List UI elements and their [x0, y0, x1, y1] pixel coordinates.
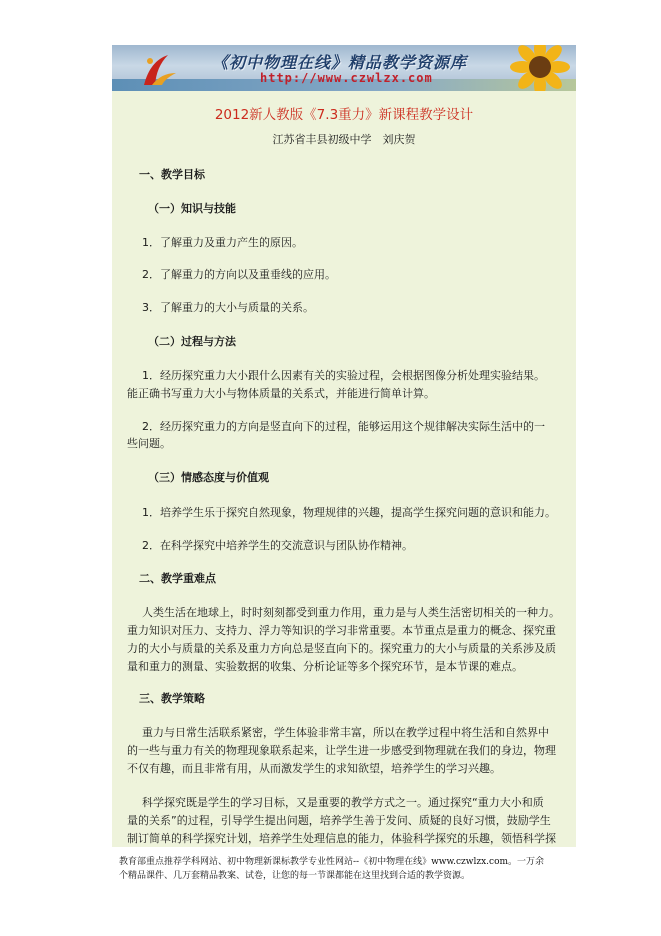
paragraph-line: 1．了解重力及重力产生的原因。 — [142, 236, 303, 249]
paragraph-line: 2．在科学探究中培养学生的交流意识与团队协作精神。 — [142, 539, 413, 552]
paragraph-line: 能正确书写重力大小与物体质量的关系式，并能进行简单计算。 — [127, 387, 435, 400]
subsection-heading: （三）情感态度与价值观 — [148, 471, 269, 484]
subsection-heading: （一）知识与技能 — [148, 202, 236, 215]
paragraph-line: 些问题。 — [127, 437, 171, 450]
section-heading: 三、教学策略 — [139, 692, 205, 705]
paragraph-line: 重力与日常生活联系紧密，学生体验非常丰富，所以在教学过程中将生活和自然界中 — [142, 726, 549, 739]
footer-line: 个精品课件、几万套精品教案、试卷，让您的每一节课都能在这里找到合适的教学资源。 — [119, 871, 471, 881]
paragraph-line: 不仅有趣，而且非常有用，从而激发学生的求知欲望，培养学生的学习兴趣。 — [127, 762, 501, 775]
site-banner — [112, 45, 576, 91]
paragraph-line: 人类生活在地球上，时时刻刻都受到重力作用，重力是与人类生活密切相关的一种力。 — [142, 606, 560, 619]
paragraph-line: 1．培养学生乐于探究自然现象，物理规律的兴趣，提高学生探究问题的意识和能力。 — [142, 506, 556, 519]
sunflower-icon — [500, 45, 572, 91]
site-url: http://www.czwlzx.com — [260, 71, 433, 85]
paragraph-line: 的一些与重力有关的物理现象联系起来，让学生进一步感受到物理就在我们的身边，物理 — [127, 744, 556, 757]
paragraph-line: 3．了解重力的大小与质量的关系。 — [142, 301, 314, 314]
paragraph-line: 1．经历探究重力大小跟什么因素有关的实验过程，会根据图像分析处理实验结果。 — [142, 369, 545, 382]
section-heading: 二、教学重难点 — [139, 572, 216, 585]
section-heading: 一、教学目标 — [139, 168, 205, 181]
document-title: 2012新人教版《7.3重力》新课程教学设计 — [214, 107, 474, 123]
paragraph-line: 2．了解重力的方向以及重垂线的应用。 — [142, 268, 336, 281]
document-author: 江苏省丰县初级中学 刘庆贺 — [272, 133, 416, 146]
paragraph-line: 2．经历探究重力的方向是竖直向下的过程，能够运用这个规律解决实际生活中的一 — [142, 420, 545, 433]
page-footer — [119, 855, 579, 883]
document-page — [112, 45, 576, 847]
paragraph-line: 制订简单的科学探究计划，培养学生处理信息的能力，体验科学探究的乐趣，领悟科学探 — [127, 832, 556, 845]
paragraph-line: 量和重力的测量、实验数据的收集、分析论证等多个探究环节，是本节课的难点。 — [127, 660, 523, 673]
site-name: 《初中物理在线》精品教学资源库 — [212, 53, 468, 72]
paragraph-line: 量的关系”的过程，引导学生提出问题，培养学生善于发问、质疑的良好习惯，鼓励学生 — [127, 814, 551, 827]
footer-line: 教育部重点推荐学科网站、初中物理新课标教学专业性网站--《初中物理在线》www.czwlzx.com。一万余 — [119, 857, 545, 867]
site-logo-icon — [138, 51, 178, 89]
paragraph-line: 科学探究既是学生的学习目标，又是重要的教学方式之一。通过探究“重力大小和质 — [142, 796, 544, 809]
paragraph-line: 重力知识对压力、支持力、浮力等知识的学习非常重要。本节重点是重力的概念、探究重 — [127, 624, 556, 637]
subsection-heading: （二）过程与方法 — [148, 335, 236, 348]
paragraph-line: 力的大小与质量的关系及重力方向总是竖直向下的。探究重力的大小与质量的关系涉及质 — [127, 642, 556, 655]
